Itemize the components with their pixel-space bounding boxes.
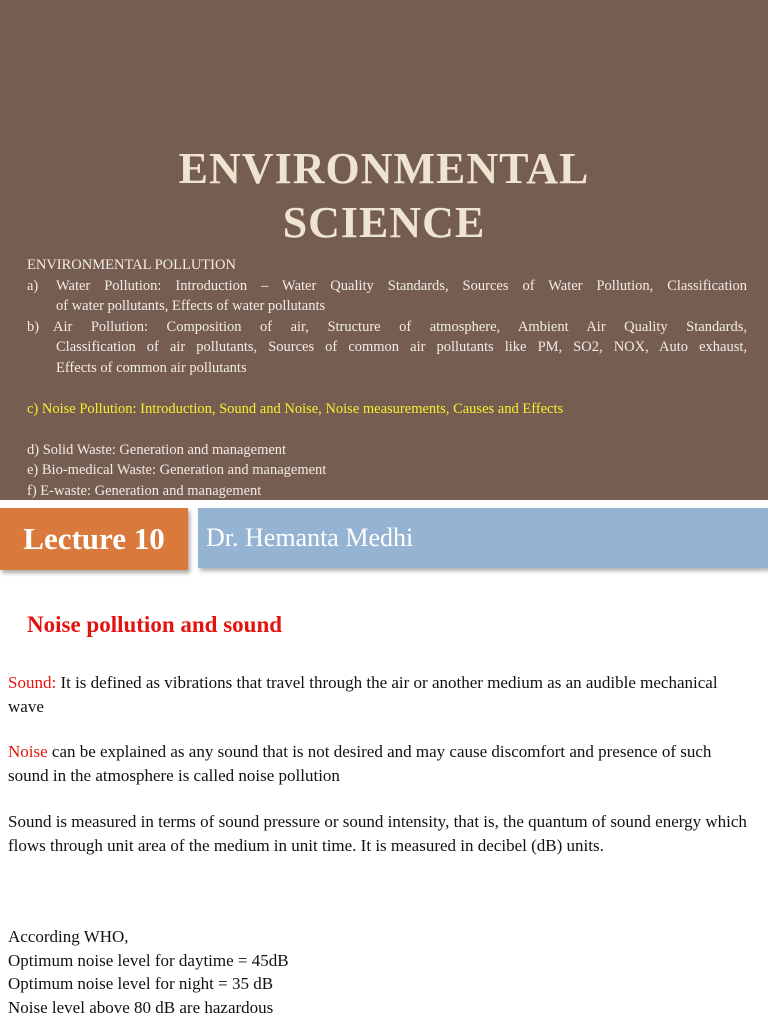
who-daytime-level: Optimum noise level for daytime = 45dB <box>8 950 289 970</box>
sound-definition-text: It is defined as vibrations that travel through the air or another medium as an audible mechanical wave <box>8 673 718 716</box>
outline-text: of water pollutants, Effects of water pollutants <box>56 298 326 314</box>
lecture-number-badge: Lecture 10 <box>0 508 188 570</box>
outline-item-solid-waste: d) Solid Waste: Generation and management <box>27 441 287 458</box>
outline-label: a) <box>27 277 39 294</box>
slide-title <box>0 142 768 250</box>
title-slide <box>0 0 768 500</box>
outline-item-e-waste: f) E-waste: Generation and management <box>27 482 262 499</box>
outline-text: Classification of air pollutants, Sources of common air pollutants like PM, SO2, NOX, Auto exhaust, <box>56 339 747 355</box>
outline-item-air <box>27 317 747 338</box>
slide-title-line2: SCIENCE <box>282 198 486 247</box>
who-intro: According WHO, <box>8 927 129 946</box>
outline-text: Air Pollution: Composition of air, Structure of atmosphere, Ambient Air Quality Standards, <box>53 318 747 335</box>
sound-term: Sound: <box>8 673 57 692</box>
noise-definition <box>8 740 748 787</box>
outline-label: b) <box>27 318 40 335</box>
sound-definition <box>8 671 748 718</box>
author-banner: Dr. Hemanta Medhi <box>198 508 768 568</box>
noise-term: Noise <box>8 742 48 761</box>
section-title: Noise pollution and sound <box>27 612 283 637</box>
slide-title-line1: ENVIRONMENTAL <box>178 144 590 193</box>
outline-item-water <box>27 276 747 297</box>
outline-text: Effects of common air pollutants <box>56 359 247 376</box>
outline-text: Water Pollution: Introduction – Water Quality Standards, Sources of Water Pollution, Classification <box>56 277 747 294</box>
outline-item-biomedical-waste: e) Bio-medical Waste: Generation and management <box>27 462 327 478</box>
syllabus-outline <box>27 255 747 501</box>
section-heading: ENVIRONMENTAL POLLUTION <box>27 257 236 273</box>
sound-measurement-text: Sound is measured in terms of sound pressure or sound intensity, that is, the quantum of sound energy which flows through unit area of the medium in unit time. It is measured in decibel (dB) units. <box>8 812 747 855</box>
who-hazard-level: Noise level above 80 dB are hazardous <box>8 997 274 1017</box>
who-night-level: Optimum noise level for night = 35 dB <box>8 974 274 993</box>
who-guidelines <box>8 925 748 1019</box>
outline-item-noise-highlighted: c) Noise Pollution: Introduction, Sound and Noise, Noise measurements, Causes and Effects <box>27 400 564 417</box>
noise-definition-text: can be explained as any sound that is not desired and may cause discomfort and presence of such sound in the atmosphere is called noise pollution <box>8 742 712 785</box>
